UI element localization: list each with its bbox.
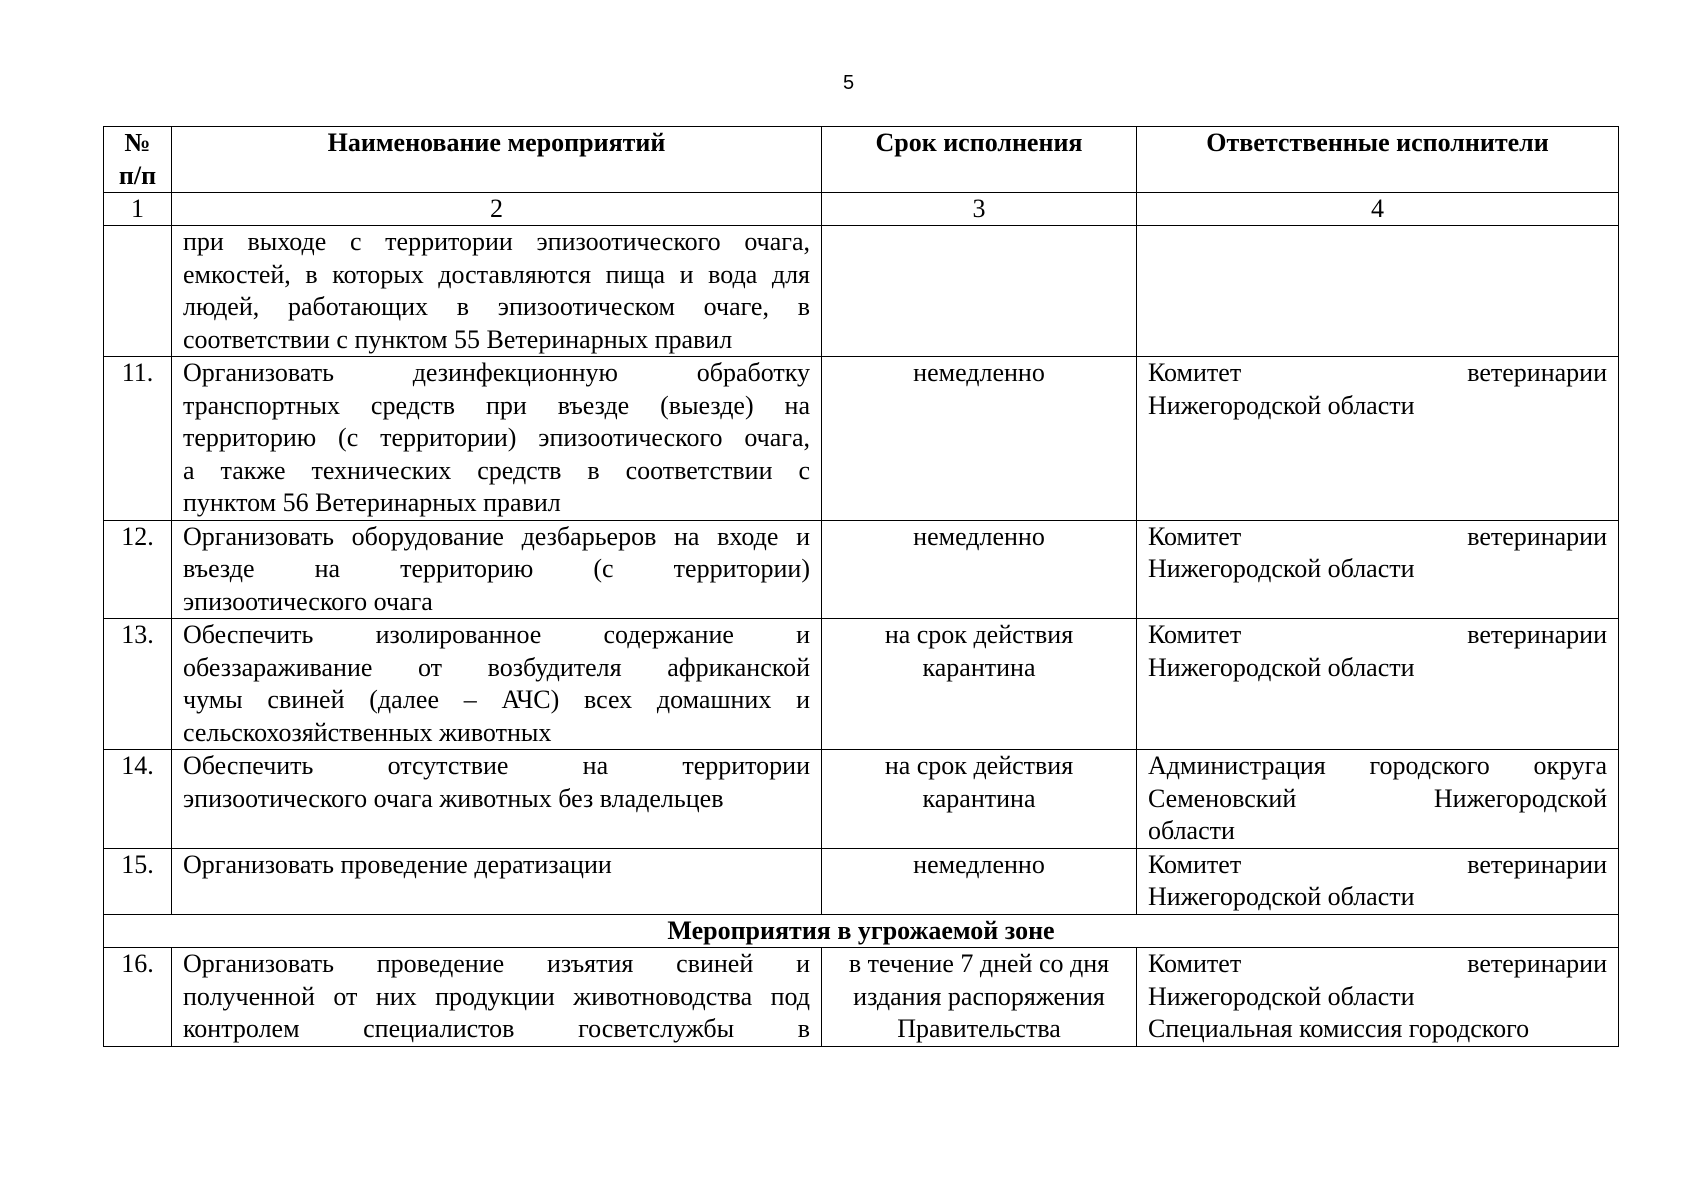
- text-line: немедленно: [913, 358, 1045, 387]
- row-term: [822, 520, 1137, 619]
- text-line: Организовать проведение дератизации: [183, 849, 612, 879]
- text-line: при выходе с территории эпизоотического очага,: [183, 227, 810, 256]
- row-term: [822, 357, 1137, 521]
- table-row: [104, 357, 1619, 521]
- text-line: Комитет ветеринарии: [1148, 521, 1607, 551]
- text-line: Нижегородской области: [1148, 390, 1415, 420]
- text-line: Организовать проведение изъятия свиней и: [183, 949, 810, 978]
- table-row: [104, 848, 1619, 914]
- row-term: [822, 948, 1137, 1047]
- text-line: Нижегородской области: [1148, 882, 1415, 911]
- row-term: [822, 848, 1137, 914]
- text-line: Семеновский Нижегородской: [1148, 783, 1607, 813]
- row-number: 15.: [104, 848, 172, 914]
- text-line: Обеспечить изолированное содержание и: [183, 620, 810, 649]
- text-line: области: [1148, 816, 1235, 845]
- table-row: [104, 619, 1619, 750]
- row-resp: [1137, 848, 1619, 914]
- table-row: [104, 520, 1619, 619]
- row-name: [172, 948, 822, 1047]
- section-row: [104, 914, 1619, 948]
- text-line: пунктом 56 Ветеринарных правил: [183, 488, 561, 517]
- text-line: чумы свиней (далее – АЧС) всех домашних и: [183, 685, 810, 714]
- row-resp: [1137, 948, 1619, 1047]
- text-line: обеззараживание от возбудителя африканской: [183, 652, 810, 682]
- text-line: территорию (с территории) эпизоотического очага,: [183, 423, 810, 452]
- text-line: Комитет ветеринарии: [1148, 358, 1607, 387]
- section-title: Мероприятия в угрожаемой зоне: [104, 914, 1619, 948]
- row-number: 14.: [104, 750, 172, 849]
- table-header-row: [104, 127, 1619, 193]
- text-line: емкостей, в которых доставляются пища и вода для: [183, 259, 810, 289]
- row-resp: [1137, 226, 1619, 357]
- header-term: Срок исполнения: [822, 127, 1137, 193]
- row-resp: [1137, 750, 1619, 849]
- row-term: [822, 750, 1137, 849]
- column-number: 2: [172, 193, 822, 226]
- row-name: [172, 357, 822, 521]
- column-number: 4: [1137, 193, 1619, 226]
- table-row: [104, 226, 1619, 357]
- text-line: на срок действия: [884, 751, 1074, 780]
- text-line: эпизоотического очага: [183, 586, 433, 616]
- text-line: контролем специалистов госветслужбы в: [183, 1014, 810, 1043]
- text-line: Организовать дезинфекционную обработку: [183, 358, 810, 387]
- column-numbers-row: [104, 193, 1619, 226]
- text-line: эпизоотического очага животных без владельцев: [183, 783, 724, 813]
- row-name: [172, 226, 822, 357]
- text-line: Комитет ветеринарии: [1148, 620, 1607, 649]
- text-line: Нижегородской области: [1148, 652, 1415, 682]
- measures-table: [103, 126, 1619, 1047]
- text-line: Нижегородской области: [1148, 554, 1415, 583]
- text-line: Правительства: [897, 1014, 1061, 1043]
- table-row: [104, 948, 1619, 1047]
- row-term: [822, 226, 1137, 357]
- row-name: [172, 619, 822, 750]
- table-row: [104, 750, 1619, 849]
- text-line: Специальная комиссия городского: [1148, 1014, 1530, 1043]
- row-name: [172, 848, 822, 914]
- text-line: сельскохозяйственных животных: [183, 717, 552, 747]
- row-term: [822, 619, 1137, 750]
- text-line: Организовать оборудование дезбарьеров на входе и: [183, 521, 810, 551]
- header-num: [104, 127, 172, 193]
- text-line: въезде на территорию (с территории): [183, 554, 810, 583]
- page-number: 5: [842, 72, 855, 94]
- row-name: [172, 520, 822, 619]
- text-line: соответствии с пунктом 55 Ветеринарных правил: [183, 324, 733, 354]
- row-resp: [1137, 619, 1619, 750]
- column-number: 3: [822, 193, 1137, 226]
- column-number: 1: [104, 193, 172, 226]
- text-line: немедленно: [913, 521, 1045, 551]
- header-resp: Ответственные исполнители: [1137, 127, 1619, 193]
- text-line: Комитет ветеринарии: [1148, 849, 1607, 879]
- row-number: 11.: [104, 357, 172, 521]
- text-line: людей, работающих в эпизоотическом очаге, в: [183, 292, 810, 321]
- text-line: Обеспечить отсутствие на территории: [183, 751, 810, 780]
- text-line: немедленно: [913, 849, 1045, 879]
- text-line: карантина: [922, 652, 1036, 682]
- text-line: полученной от них продукции животноводства под: [183, 981, 810, 1011]
- row-number: [104, 226, 172, 357]
- row-name: [172, 750, 822, 849]
- row-resp: [1137, 357, 1619, 521]
- row-number: 13.: [104, 619, 172, 750]
- row-number: 16.: [104, 948, 172, 1047]
- text-line: на срок действия: [884, 620, 1074, 649]
- text-line: Комитет ветеринарии: [1148, 949, 1607, 978]
- text-line: транспортных средств при въезде (выезде) на: [183, 390, 810, 420]
- text-line: карантина: [922, 783, 1036, 813]
- text-line: Нижегородской области: [1148, 981, 1415, 1011]
- text-line: в течение 7 дней со дня: [848, 949, 1110, 978]
- row-resp: [1137, 520, 1619, 619]
- header-num-text: № п/п: [118, 128, 157, 190]
- row-number: 12.: [104, 520, 172, 619]
- text-line: Администрация городского округа: [1148, 751, 1607, 780]
- header-name: Наименование мероприятий: [172, 127, 822, 193]
- text-line: а также технических средств в соответствии с: [183, 455, 810, 485]
- text-line: издания распоряжения: [853, 981, 1105, 1011]
